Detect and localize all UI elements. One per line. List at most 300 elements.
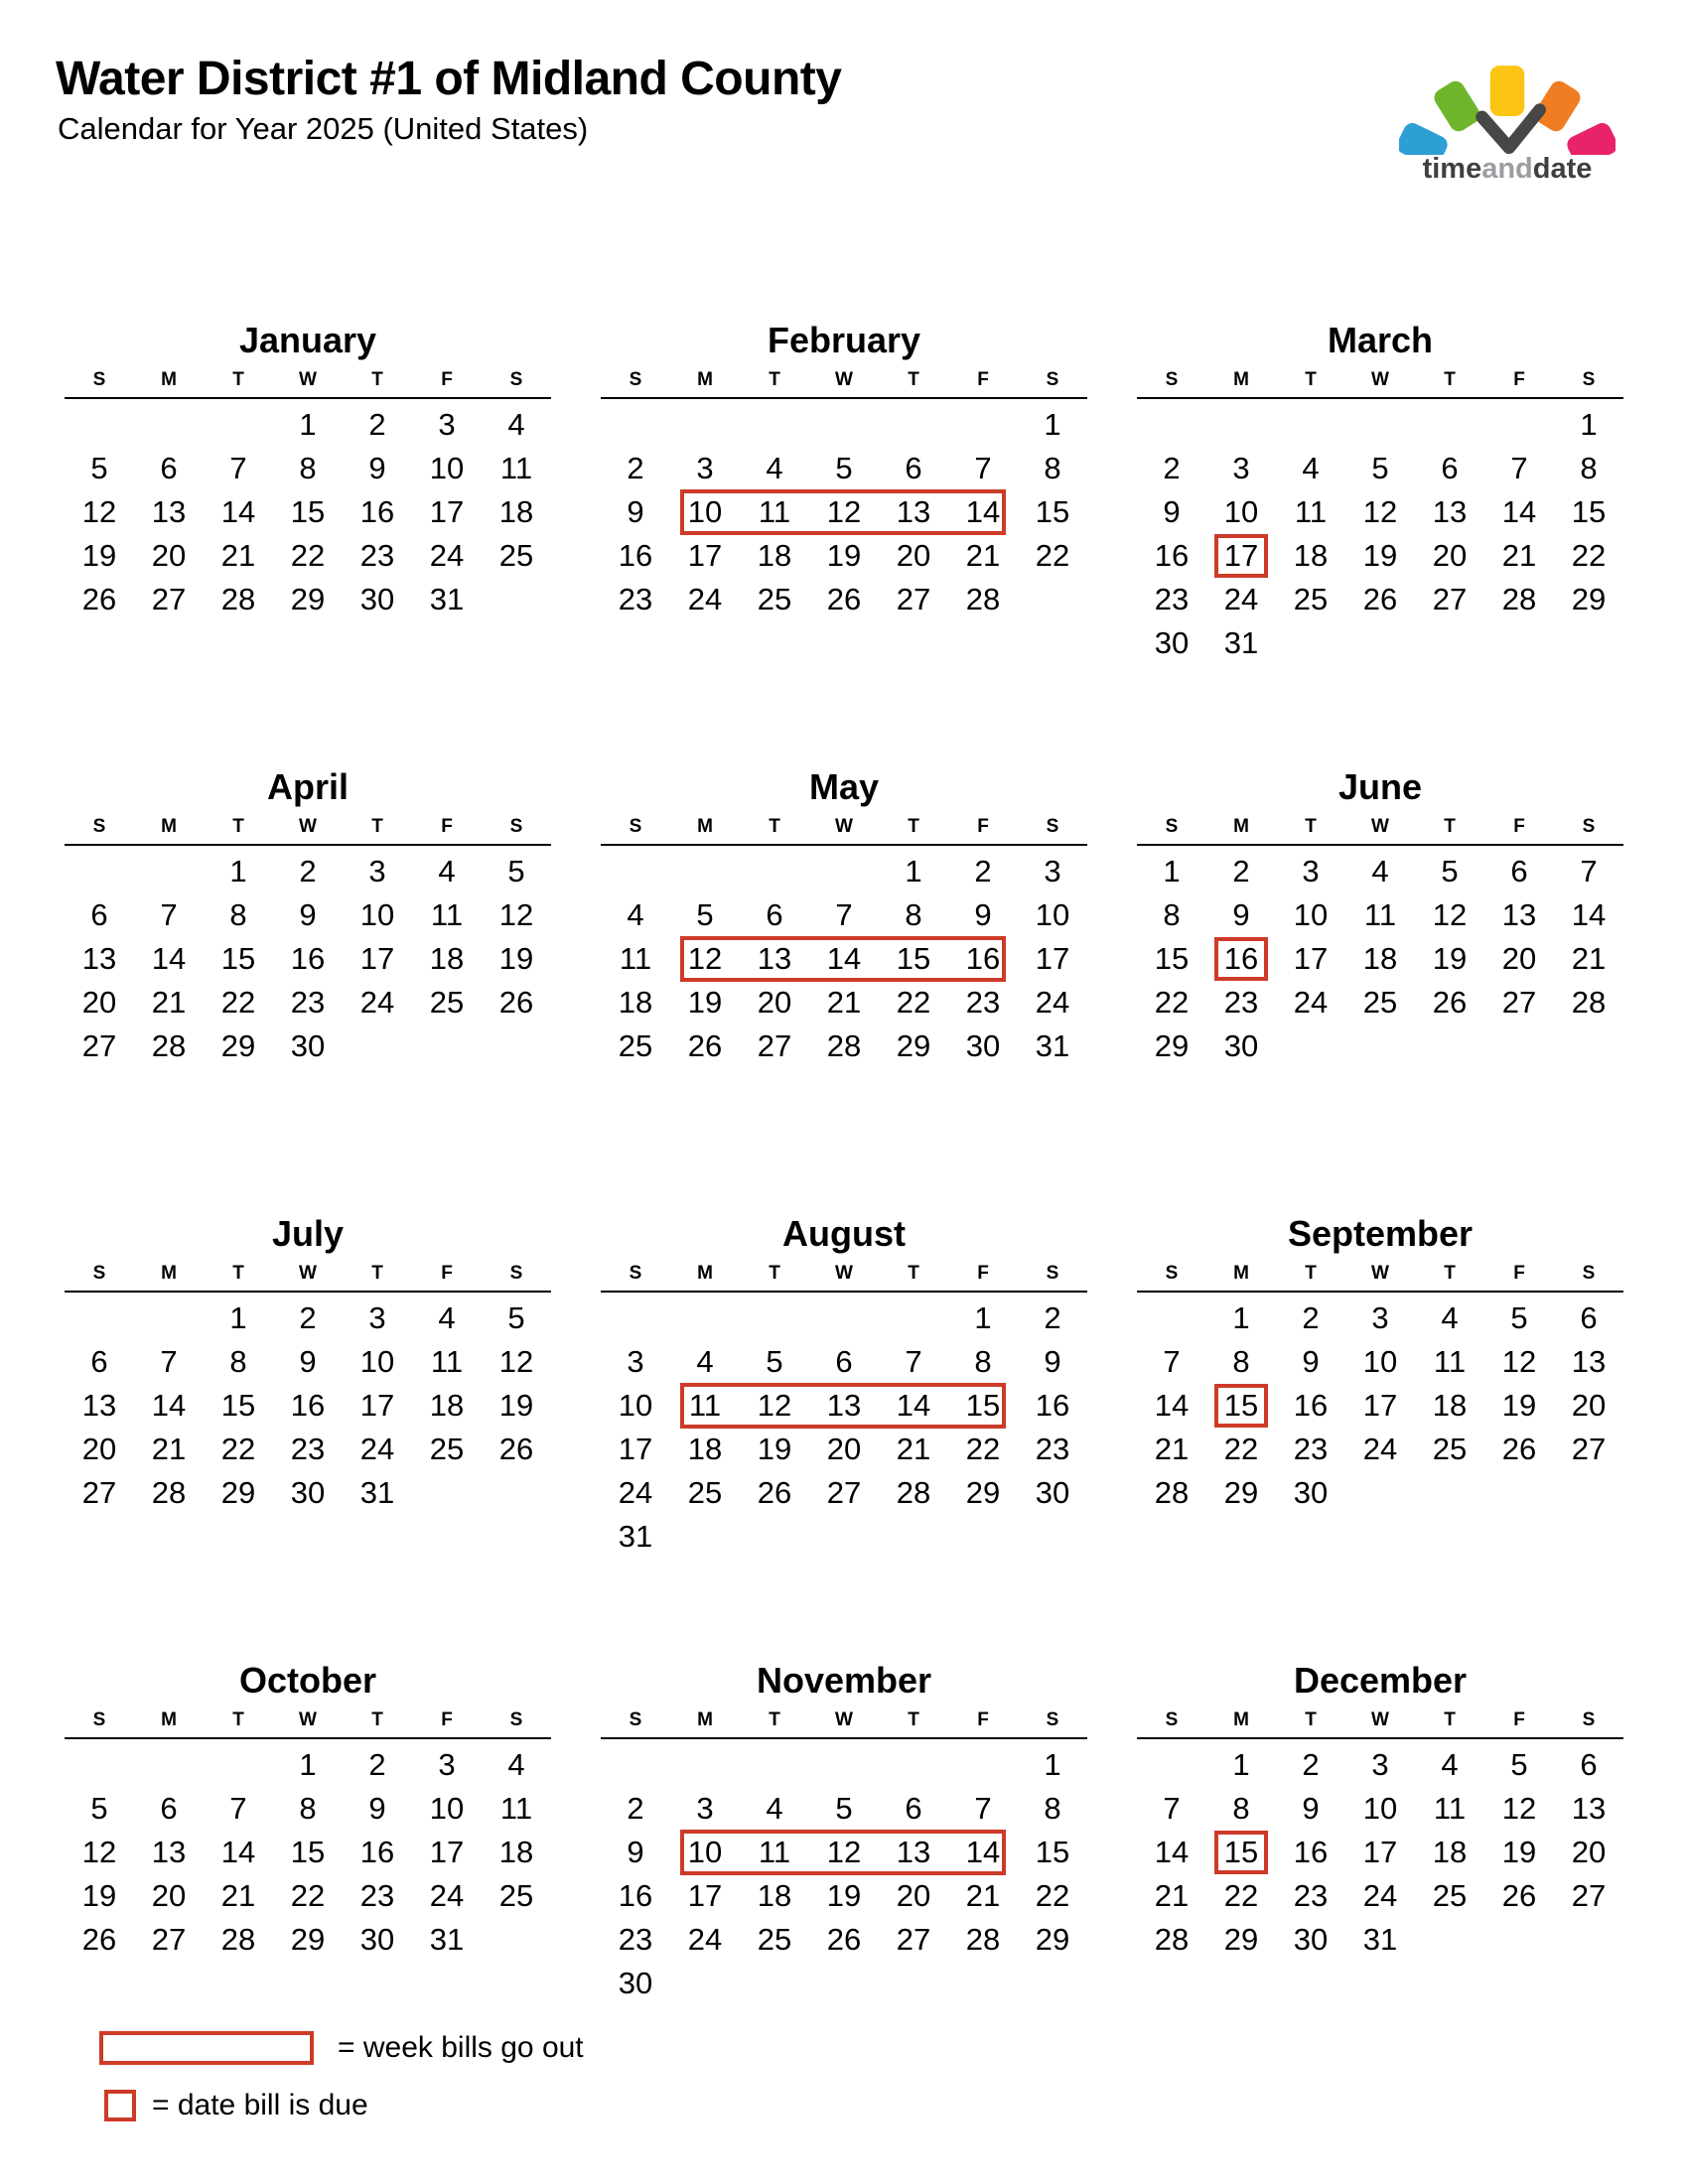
date-cell-empty bbox=[1345, 621, 1415, 665]
due-date-highlight bbox=[1214, 1831, 1268, 1874]
date-cell: 1 bbox=[299, 1747, 317, 1782]
date-row bbox=[1137, 893, 1623, 937]
date-cell: 27 bbox=[81, 1028, 117, 1063]
date-cell: 9 bbox=[368, 1791, 386, 1826]
date-cell: 21 bbox=[220, 538, 256, 573]
date-row bbox=[601, 1340, 1087, 1384]
date-cell: 15 bbox=[896, 941, 931, 976]
date-row bbox=[65, 1024, 551, 1068]
date-cell: 11 bbox=[499, 451, 533, 485]
date-cell: 28 bbox=[826, 1028, 862, 1063]
date-grid bbox=[65, 399, 551, 621]
date-cell: 29 bbox=[220, 1028, 256, 1063]
date-row bbox=[1137, 1787, 1623, 1831]
date-cell: 31 bbox=[429, 1922, 465, 1957]
date-cell: 12 bbox=[757, 1388, 792, 1423]
date-cell: 19 bbox=[498, 941, 534, 976]
date-cell: 13 bbox=[1571, 1344, 1607, 1379]
date-cell: 8 bbox=[1232, 1791, 1250, 1826]
logo-word-and: and bbox=[1481, 153, 1533, 185]
date-cell-empty bbox=[1554, 621, 1623, 665]
date-row bbox=[601, 893, 1087, 937]
weekday-header: T bbox=[371, 369, 383, 390]
weekday-header: T bbox=[1444, 1263, 1456, 1284]
weekday-header: S bbox=[509, 1709, 523, 1730]
date-cell: 18 bbox=[757, 1878, 792, 1913]
date-row bbox=[1137, 621, 1623, 665]
weekday-header: T bbox=[769, 816, 780, 837]
weekday-header: W bbox=[299, 816, 317, 837]
date-cell: 12 bbox=[81, 494, 117, 529]
weekday-header: F bbox=[977, 1709, 989, 1730]
date-cell: 5 bbox=[696, 897, 714, 932]
date-cell: 21 bbox=[151, 1432, 187, 1466]
date-cell: 10 bbox=[429, 1791, 465, 1826]
date-cell: 19 bbox=[1432, 941, 1468, 976]
date-cell: 6 bbox=[905, 451, 922, 485]
weekday-header: T bbox=[1444, 816, 1456, 837]
date-cell: 25 bbox=[498, 538, 534, 573]
date-cell-empty bbox=[879, 1515, 948, 1559]
date-cell: 24 bbox=[1035, 985, 1070, 1020]
date-cell: 10 bbox=[1362, 1791, 1398, 1826]
date-cell: 31 bbox=[1223, 625, 1259, 660]
date-cell-empty bbox=[343, 1024, 412, 1068]
date-cell: 2 bbox=[1302, 1747, 1320, 1782]
date-cell: 5 bbox=[1510, 1747, 1528, 1782]
date-cell: 21 bbox=[1501, 538, 1537, 573]
date-cell: 4 bbox=[438, 1300, 456, 1335]
month-july bbox=[65, 1199, 551, 1646]
date-cell: 16 bbox=[1293, 1388, 1329, 1423]
date-cell: 19 bbox=[687, 985, 723, 1020]
date-cell: 4 bbox=[766, 451, 783, 485]
date-row bbox=[65, 1340, 551, 1384]
page-title: Water District #1 of Midland County bbox=[56, 53, 842, 105]
date-cell: 24 bbox=[687, 582, 723, 616]
date-cell: 4 bbox=[507, 407, 525, 442]
date-cell: 13 bbox=[757, 941, 792, 976]
date-cell-empty bbox=[809, 850, 879, 893]
date-row bbox=[601, 1962, 1087, 2005]
date-cell: 15 bbox=[290, 494, 326, 529]
date-cell: 6 bbox=[835, 1344, 853, 1379]
date-cell: 26 bbox=[81, 1922, 117, 1957]
weekday-header: W bbox=[299, 369, 317, 390]
date-cell: 10 bbox=[359, 1344, 395, 1379]
date-cell: 25 bbox=[757, 582, 792, 616]
date-cell-empty bbox=[1415, 621, 1484, 665]
weekday-header: S bbox=[1582, 1709, 1596, 1730]
date-cell: 30 bbox=[1293, 1922, 1329, 1957]
date-cell: 26 bbox=[826, 1922, 862, 1957]
date-cell: 20 bbox=[1571, 1835, 1607, 1869]
weekday-header: M bbox=[161, 1263, 177, 1284]
date-cell: 28 bbox=[1154, 1475, 1190, 1510]
due-date-highlight bbox=[1214, 937, 1268, 981]
date-cell: 22 bbox=[1035, 538, 1070, 573]
date-cell: 26 bbox=[826, 582, 862, 616]
weekday-header: S bbox=[1165, 369, 1179, 390]
date-cell: 7 bbox=[229, 1791, 247, 1826]
month-april bbox=[65, 752, 551, 1199]
date-row bbox=[65, 578, 551, 621]
date-cell: 7 bbox=[905, 1344, 922, 1379]
date-cell: 20 bbox=[81, 1432, 117, 1466]
date-cell: 13 bbox=[896, 494, 931, 529]
weekday-header: S bbox=[629, 1263, 642, 1284]
date-cell-empty bbox=[601, 403, 670, 447]
date-cell: 1 bbox=[974, 1300, 992, 1335]
date-cell: 10 bbox=[1035, 897, 1070, 932]
date-cell: 15 bbox=[965, 1388, 1001, 1423]
date-cell: 20 bbox=[1571, 1388, 1607, 1423]
weekday-header: S bbox=[92, 1263, 106, 1284]
date-cell: 16 bbox=[1223, 941, 1259, 976]
date-cell: 17 bbox=[687, 538, 723, 573]
date-cell: 31 bbox=[429, 582, 465, 616]
date-cell: 25 bbox=[429, 1432, 465, 1466]
date-cell: 28 bbox=[896, 1475, 931, 1510]
date-cell-empty bbox=[1137, 403, 1206, 447]
date-cell: 28 bbox=[151, 1475, 187, 1510]
date-cell-empty bbox=[482, 578, 551, 621]
date-row bbox=[601, 1743, 1087, 1787]
date-cell: 18 bbox=[498, 1835, 534, 1869]
date-cell: 30 bbox=[359, 582, 395, 616]
weekday-header-row bbox=[1137, 369, 1623, 399]
weekday-header: T bbox=[1305, 369, 1317, 390]
date-cell: 29 bbox=[290, 582, 326, 616]
date-cell: 19 bbox=[1501, 1835, 1537, 1869]
date-cell: 27 bbox=[896, 582, 931, 616]
date-grid bbox=[1137, 1739, 1623, 1962]
month-title: March bbox=[1327, 320, 1434, 360]
date-cell: 17 bbox=[359, 1388, 395, 1423]
date-cell: 26 bbox=[1501, 1878, 1537, 1913]
date-cell: 7 bbox=[1163, 1344, 1181, 1379]
date-cell-empty bbox=[948, 1743, 1018, 1787]
date-cell: 14 bbox=[826, 941, 862, 976]
date-cell: 13 bbox=[896, 1835, 931, 1869]
date-cell: 8 bbox=[1232, 1344, 1250, 1379]
date-row bbox=[1137, 1918, 1623, 1962]
weekday-header: S bbox=[1582, 1263, 1596, 1284]
date-cell: 3 bbox=[696, 1791, 714, 1826]
date-cell: 22 bbox=[220, 1432, 256, 1466]
date-cell: 22 bbox=[1154, 985, 1190, 1020]
date-cell: 1 bbox=[229, 854, 247, 888]
date-cell: 22 bbox=[1571, 538, 1607, 573]
date-cell: 7 bbox=[974, 451, 992, 485]
date-cell: 20 bbox=[81, 985, 117, 1020]
weekday-header: W bbox=[1371, 369, 1389, 390]
weekday-header: S bbox=[509, 1263, 523, 1284]
date-cell: 6 bbox=[160, 1791, 178, 1826]
date-row bbox=[65, 1471, 551, 1515]
date-cell: 17 bbox=[1223, 538, 1259, 573]
date-cell: 24 bbox=[429, 538, 465, 573]
date-cell: 6 bbox=[905, 1791, 922, 1826]
date-row bbox=[65, 1743, 551, 1787]
date-cell: 2 bbox=[299, 1300, 317, 1335]
date-cell: 23 bbox=[1154, 582, 1190, 616]
date-cell: 29 bbox=[1571, 582, 1607, 616]
date-cell: 27 bbox=[151, 1922, 187, 1957]
date-cell: 14 bbox=[220, 1835, 256, 1869]
date-cell: 16 bbox=[618, 538, 653, 573]
date-cell: 3 bbox=[696, 451, 714, 485]
date-cell: 18 bbox=[757, 538, 792, 573]
date-cell: 6 bbox=[160, 451, 178, 485]
date-cell: 18 bbox=[1432, 1388, 1468, 1423]
date-cell: 22 bbox=[965, 1432, 1001, 1466]
weekday-header: M bbox=[697, 369, 713, 390]
date-cell: 27 bbox=[1501, 985, 1537, 1020]
date-cell: 16 bbox=[965, 941, 1001, 976]
date-cell: 12 bbox=[687, 941, 723, 976]
date-cell: 3 bbox=[438, 1747, 456, 1782]
date-row bbox=[601, 1297, 1087, 1340]
date-cell: 22 bbox=[1223, 1878, 1259, 1913]
date-cell: 20 bbox=[1432, 538, 1468, 573]
weekday-header-row bbox=[65, 1709, 551, 1739]
date-cell: 22 bbox=[220, 985, 256, 1020]
date-cell: 29 bbox=[1154, 1028, 1190, 1063]
date-cell: 4 bbox=[696, 1344, 714, 1379]
month-title: August bbox=[782, 1213, 906, 1254]
weekday-header: S bbox=[92, 1709, 106, 1730]
date-cell-empty bbox=[879, 403, 948, 447]
date-cell: 17 bbox=[1362, 1388, 1398, 1423]
date-cell: 30 bbox=[965, 1028, 1001, 1063]
date-cell: 27 bbox=[1571, 1432, 1607, 1466]
date-cell: 23 bbox=[618, 1922, 653, 1957]
month-title: July bbox=[271, 1213, 345, 1254]
date-row bbox=[601, 403, 1087, 447]
date-row bbox=[601, 1787, 1087, 1831]
date-cell: 21 bbox=[826, 985, 862, 1020]
date-cell: 30 bbox=[359, 1922, 395, 1957]
date-cell: 31 bbox=[1035, 1028, 1070, 1063]
weekday-header: F bbox=[1513, 1263, 1525, 1284]
date-cell: 13 bbox=[1571, 1791, 1607, 1826]
month-february bbox=[601, 306, 1087, 752]
date-cell: 31 bbox=[359, 1475, 395, 1510]
date-cell: 3 bbox=[1232, 451, 1250, 485]
weekday-header: T bbox=[908, 816, 919, 837]
date-cell: 3 bbox=[368, 1300, 386, 1335]
date-cell: 15 bbox=[220, 1388, 256, 1423]
date-cell: 2 bbox=[974, 854, 992, 888]
date-row bbox=[1137, 447, 1623, 490]
date-row bbox=[1137, 1024, 1623, 1068]
date-cell: 14 bbox=[1154, 1835, 1190, 1869]
month-title: November bbox=[756, 1660, 932, 1701]
weekday-header: M bbox=[697, 1709, 713, 1730]
date-row bbox=[1137, 1384, 1623, 1428]
date-cell: 21 bbox=[1154, 1432, 1190, 1466]
date-row bbox=[1137, 937, 1623, 981]
weekday-header: T bbox=[232, 1263, 244, 1284]
logo-word-time: time bbox=[1422, 153, 1482, 185]
weekday-header: M bbox=[1233, 816, 1249, 837]
date-cell: 4 bbox=[766, 1791, 783, 1826]
date-cell: 22 bbox=[290, 538, 326, 573]
date-row bbox=[1137, 1428, 1623, 1471]
month-may bbox=[601, 752, 1087, 1199]
date-cell: 9 bbox=[1232, 897, 1250, 932]
weekday-header-row bbox=[601, 1709, 1087, 1739]
legend-item-date-due bbox=[99, 2089, 584, 2122]
date-cell-empty bbox=[482, 1471, 551, 1515]
date-cell: 7 bbox=[835, 897, 853, 932]
date-cell: 13 bbox=[81, 941, 117, 976]
date-cell: 4 bbox=[438, 854, 456, 888]
date-cell: 26 bbox=[687, 1028, 723, 1063]
date-cell: 13 bbox=[1432, 494, 1468, 529]
date-cell: 7 bbox=[974, 1791, 992, 1826]
date-cell: 20 bbox=[896, 1878, 931, 1913]
week-bills-highlight bbox=[680, 489, 1006, 535]
date-cell: 30 bbox=[1035, 1475, 1070, 1510]
weekday-header: W bbox=[835, 1709, 853, 1730]
date-cell: 3 bbox=[1371, 1300, 1389, 1335]
date-cell-empty bbox=[412, 1024, 482, 1068]
date-cell-empty bbox=[948, 1515, 1018, 1559]
date-cell: 30 bbox=[290, 1028, 326, 1063]
date-cell: 27 bbox=[81, 1475, 117, 1510]
date-cell: 1 bbox=[905, 854, 922, 888]
date-cell: 3 bbox=[627, 1344, 644, 1379]
date-cell: 15 bbox=[1223, 1835, 1259, 1869]
weekday-header: S bbox=[92, 816, 106, 837]
weekday-header: W bbox=[1371, 1263, 1389, 1284]
date-cell: 3 bbox=[1044, 854, 1061, 888]
date-cell: 12 bbox=[1501, 1791, 1537, 1826]
weekday-header: W bbox=[299, 1263, 317, 1284]
weekday-header: T bbox=[232, 1709, 244, 1730]
date-cell-empty bbox=[670, 1297, 740, 1340]
month-october bbox=[65, 1646, 551, 2093]
weekday-header-row bbox=[601, 369, 1087, 399]
weekday-header: S bbox=[629, 816, 642, 837]
date-cell-empty bbox=[670, 1743, 740, 1787]
date-cell-empty bbox=[601, 1743, 670, 1787]
weekday-header: F bbox=[441, 1709, 453, 1730]
date-cell: 3 bbox=[438, 407, 456, 442]
weekday-header: M bbox=[1233, 369, 1249, 390]
month-march bbox=[1137, 306, 1623, 752]
date-cell: 31 bbox=[618, 1519, 653, 1554]
month-title: September bbox=[1287, 1213, 1474, 1254]
date-cell: 15 bbox=[1035, 1835, 1070, 1869]
date-row bbox=[65, 893, 551, 937]
date-cell: 8 bbox=[1163, 897, 1181, 932]
date-row bbox=[65, 1831, 551, 1874]
date-cell-empty bbox=[670, 1962, 740, 2005]
date-cell: 21 bbox=[220, 1878, 256, 1913]
weekday-header: F bbox=[1513, 816, 1525, 837]
date-cell: 19 bbox=[498, 1388, 534, 1423]
month-august bbox=[601, 1199, 1087, 1646]
weekday-header: W bbox=[835, 1263, 853, 1284]
date-row bbox=[65, 1787, 551, 1831]
weekday-header: W bbox=[1371, 816, 1389, 837]
date-cell-empty bbox=[1018, 1962, 1087, 2005]
date-cell: 2 bbox=[368, 1747, 386, 1782]
date-cell: 8 bbox=[299, 451, 317, 485]
date-cell: 16 bbox=[1293, 1835, 1329, 1869]
date-cell: 20 bbox=[896, 538, 931, 573]
weekday-header: W bbox=[299, 1709, 317, 1730]
date-cell: 24 bbox=[618, 1475, 653, 1510]
weekday-header: M bbox=[697, 1263, 713, 1284]
date-cell: 24 bbox=[1293, 985, 1329, 1020]
date-cell: 5 bbox=[766, 1344, 783, 1379]
date-cell: 12 bbox=[498, 1344, 534, 1379]
date-row bbox=[1137, 1297, 1623, 1340]
date-cell: 29 bbox=[965, 1475, 1001, 1510]
date-cell: 22 bbox=[1035, 1878, 1070, 1913]
weekday-header-row bbox=[65, 1263, 551, 1293]
date-cell: 7 bbox=[1163, 1791, 1181, 1826]
date-grid bbox=[65, 846, 551, 1068]
date-cell: 22 bbox=[896, 985, 931, 1020]
date-cell: 11 bbox=[1433, 1791, 1467, 1826]
date-cell: 23 bbox=[1293, 1878, 1329, 1913]
date-cell: 28 bbox=[220, 1922, 256, 1957]
date-cell-empty bbox=[809, 403, 879, 447]
week-bills-highlight bbox=[680, 1383, 1006, 1429]
date-grid bbox=[601, 1293, 1087, 1559]
due-date-highlight bbox=[1214, 534, 1268, 578]
date-cell-empty bbox=[740, 1962, 809, 2005]
month-november bbox=[601, 1646, 1087, 2093]
weekday-header-row bbox=[1137, 1263, 1623, 1293]
date-cell-empty bbox=[879, 1297, 948, 1340]
date-cell: 18 bbox=[429, 941, 465, 976]
date-cell-empty bbox=[1415, 1918, 1484, 1962]
date-cell: 14 bbox=[220, 494, 256, 529]
months-grid bbox=[65, 306, 1623, 2093]
date-cell-empty bbox=[1276, 1024, 1345, 1068]
weekday-header: F bbox=[1513, 1709, 1525, 1730]
date-cell: 21 bbox=[151, 985, 187, 1020]
date-cell-empty bbox=[1018, 578, 1087, 621]
date-cell: 6 bbox=[1580, 1747, 1598, 1782]
weekday-header-row bbox=[1137, 816, 1623, 846]
month-january bbox=[65, 306, 551, 752]
date-cell: 1 bbox=[1044, 407, 1061, 442]
date-cell: 2 bbox=[1044, 1300, 1061, 1335]
month-title: December bbox=[1293, 1660, 1468, 1701]
date-cell: 13 bbox=[1501, 897, 1537, 932]
date-cell: 21 bbox=[896, 1432, 931, 1466]
date-cell-empty bbox=[1345, 403, 1415, 447]
date-cell: 5 bbox=[1510, 1300, 1528, 1335]
date-cell: 23 bbox=[1293, 1432, 1329, 1466]
date-cell-empty bbox=[134, 1297, 204, 1340]
date-cell: 6 bbox=[1510, 854, 1528, 888]
date-cell: 20 bbox=[151, 1878, 187, 1913]
date-cell: 13 bbox=[151, 1835, 187, 1869]
weekday-header: M bbox=[1233, 1709, 1249, 1730]
date-cell: 28 bbox=[965, 582, 1001, 616]
weekday-header: F bbox=[441, 1263, 453, 1284]
date-cell: 25 bbox=[687, 1475, 723, 1510]
date-cell: 30 bbox=[1293, 1475, 1329, 1510]
